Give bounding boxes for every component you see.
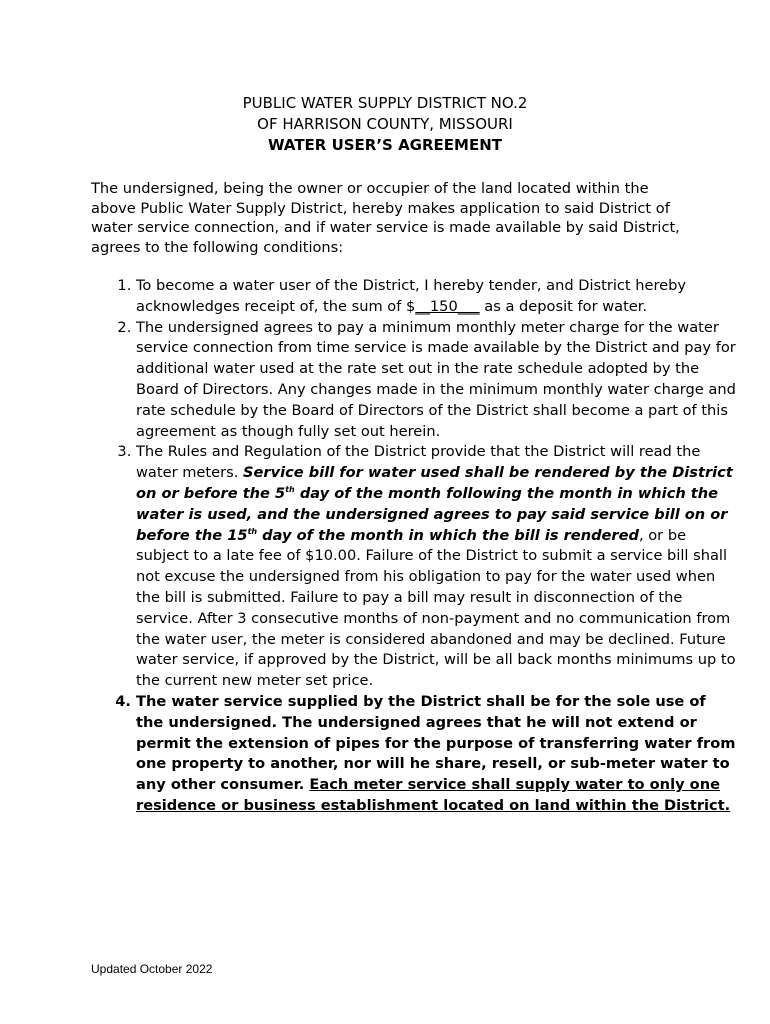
ordinal-suffix-2: th [247, 526, 258, 536]
condition-4-underlined: Each meter service shall supply water to only one residence or business establishment located on land within the District. [136, 776, 731, 814]
condition-2: 2. The undersigned agrees to pay a minimum monthly meter charge for the water service connection from time service is made available by the District and pay for additional water used at the rate set out in the rate schedule adopted by the Board of Directors. Any changes made in the minimum monthly water charge and rate schedule by the Board of Directors of the District shall become a part of this agreement as though fully set out herein. [136, 318, 736, 443]
condition-4-text: The water service supplied by the District shall be for the sole use of the undersigned. The undersigned agrees that he will not extend or permit the extension of pipes for the purpose of transferring water from one property to another, nor will he share, resell, or sub-meter water to any other consumer. [136, 692, 736, 794]
intro-paragraph: The undersigned, being the owner or occupier of the land located within the above Public Water Supply District, hereby makes application to said District of water service connection, and if water service is made available by said District, agrees to the following conditions: [91, 180, 680, 256]
document-header [0, 93, 770, 156]
condition-3 [136, 442, 736, 692]
ordinal-suffix-1: th [285, 485, 295, 495]
district-name: PUBLIC WATER SUPPLY DISTRICT NO.2 [242, 94, 528, 112]
footer-updated-date: Updated October 2022 [91, 962, 213, 976]
billing-terms-part2: day of the month following the month in which the water is used, and the undersigned agrees to pay said service bill on or before the 15 [136, 484, 728, 544]
condition-1-end: as a deposit for water. [479, 297, 648, 315]
agreement-title: WATER USER’S AGREEMENT [268, 136, 502, 154]
billing-terms-part1: Service bill for water used shall be rendered by the District on or before the 5 [136, 464, 733, 502]
condition-3-intro: The Rules and Regulation of the District provide that the District will read the water meters. [136, 443, 701, 482]
conditions-list [91, 276, 736, 817]
condition-1-text: To become a water user of the District, I hereby tender, and District hereby acknowledges receipt of, the sum of $ [136, 277, 687, 315]
condition-3-rest: , or be subject to a late fee of $10.00. Failure of the District to submit a service bill shall not excuse the undersigned from his obligation to pay for the water used when the bill is submitted. Failure to pay a bill may result in disconnection of the service. After 3 consecutive months of non-payment and no communication from the water user, the meter is considered abandoned and may be declined. Future water service, if approved by the District, will be all back months minimums up to the current new meter set price. [136, 526, 736, 690]
condition-4 [136, 692, 736, 817]
billing-terms-part3: day of the month in which the bill is rendered [257, 526, 639, 544]
condition-1 [136, 276, 736, 318]
county-name: OF HARRISON COUNTY, MISSOURI [257, 115, 513, 133]
deposit-amount: __150___ [415, 297, 480, 315]
